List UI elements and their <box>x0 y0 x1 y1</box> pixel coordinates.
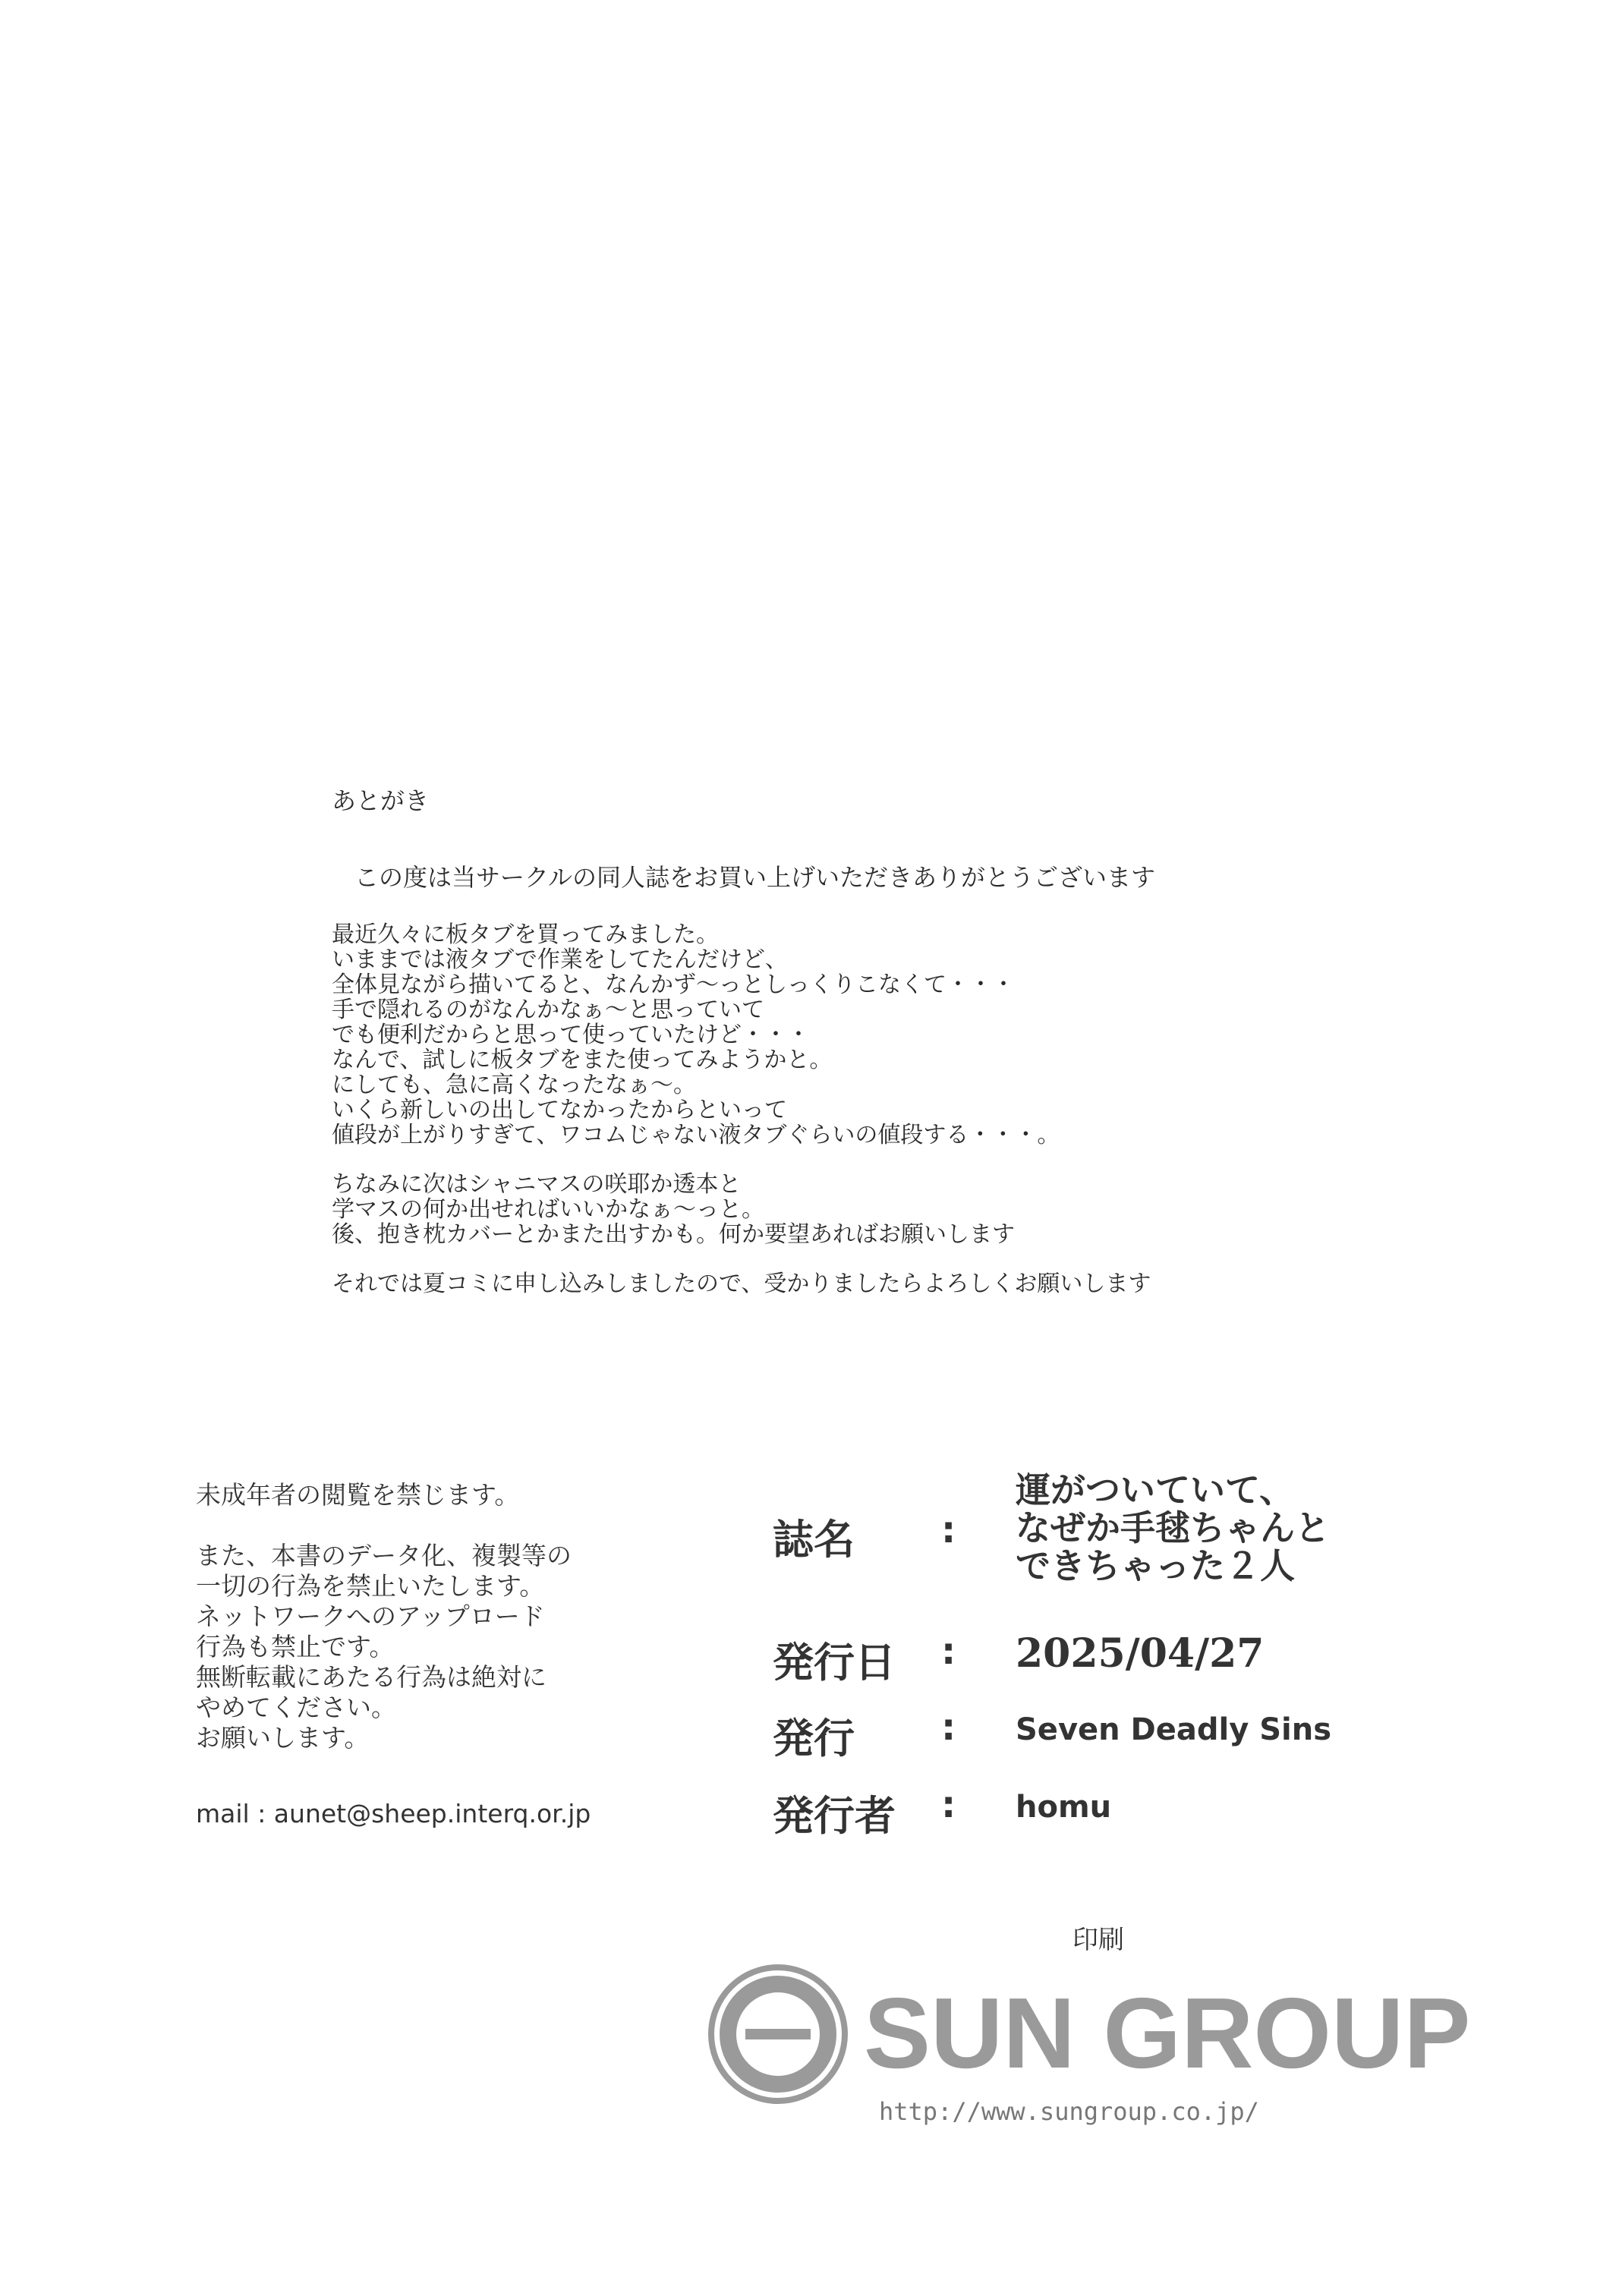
notice-line: やめてください。 <box>196 1693 396 1722</box>
sun-group-wordmark: SUN GROUP <box>864 1977 1471 2089</box>
colon: : <box>941 1509 956 1551</box>
publisher-name: Seven Deadly Sins <box>1016 1712 1332 1747</box>
colon: : <box>941 1630 956 1673</box>
book-title-line: なぜか手毬ちゃんと <box>1016 1507 1330 1548</box>
age-restriction-notice: 未成年者の閲覧を禁じます。 <box>196 1480 520 1510</box>
notice-line: 無断転載にあたる行為は絶対に <box>196 1662 546 1692</box>
afterword-title: あとがき <box>332 786 430 815</box>
author-label: 発行者 <box>773 1792 896 1840</box>
afterword-line: 学マスの何か出せればいいかなぁ～っと。 <box>332 1196 764 1223</box>
publisher-label: 発行 <box>773 1715 855 1762</box>
afterword-line: いくら新しいの出してなかったからといって <box>332 1097 787 1123</box>
notice-line: ネットワークへのアップロード <box>196 1602 545 1631</box>
book-title-line: できちゃった２人 <box>1016 1545 1295 1586</box>
afterword-closing: それでは夏コミに申し込みしましたので、受かりましたらよろしくお願いします <box>332 1271 1151 1297</box>
afterword-line: ちなみに次はシャニマスの咲耶か透本と <box>332 1171 742 1198</box>
colon: : <box>941 1784 956 1826</box>
afterword-line: にしても、急に高くなったなぁ～。 <box>332 1072 696 1098</box>
afterword-paragraph-1 <box>332 922 1485 1148</box>
notice-line: お願いします。 <box>196 1723 370 1753</box>
afterword-line: 最近久々に板タブを買ってみました。 <box>332 921 719 948</box>
notice-line: また、本書のデータ化、複製等の <box>196 1541 572 1570</box>
printer-label: 印刷 <box>1073 1925 1124 1955</box>
afterword-line: なんで、試しに板タブをまた使ってみようかと。 <box>332 1047 833 1073</box>
afterword-paragraph-3 <box>332 1271 1485 1296</box>
notice-line: 行為も禁止です。 <box>196 1632 395 1661</box>
notice-line: 一切の行為を禁止いたします。 <box>196 1571 545 1601</box>
date-label: 発行日 <box>773 1639 896 1687</box>
afterword-line: 手で隠れるのがなんかなぁ～と思っていて <box>332 997 764 1023</box>
contact-mail: mail : aunet@sheep.interq.or.jp <box>196 1799 591 1828</box>
sun-group-emblem-icon <box>706 1962 850 2106</box>
author-name: homu <box>1016 1790 1112 1825</box>
afterword-line: 全体見ながら描いてると、なんかず～っとしっくりこなくて・・・ <box>332 972 1015 998</box>
afterword-line: でも便利だからと思って使っていたけど・・・ <box>332 1022 810 1048</box>
printer-url: http://www.sungroup.co.jp/ <box>879 2097 1259 2126</box>
book-title-line: 運がついていて、 <box>1016 1469 1295 1510</box>
afterword-line: 値段が上がりすぎて、ワコムじゃない液タブぐらいの値段する・・・。 <box>332 1122 1060 1148</box>
colon: : <box>941 1706 956 1749</box>
sun-group-logo <box>706 1962 1471 2137</box>
afterword <box>332 782 1485 1321</box>
copyright-notice <box>196 1480 682 1753</box>
book-title <box>1016 1471 1330 1585</box>
afterword-paragraph-2 <box>332 1172 1485 1247</box>
publish-date: 2025/04/27 <box>1016 1630 1265 1677</box>
afterword-thanks: この度は当サークルの同人誌をお買い上げいただきありがとうございます <box>354 863 1156 892</box>
afterword-line: 後、抱き枕カバーとかまた出すかも。何か要望あればお願いします <box>332 1221 1015 1248</box>
title-label: 誌名 <box>773 1516 855 1564</box>
afterword-line: いままでは液タブで作業をしてたんだけど、 <box>332 946 788 973</box>
